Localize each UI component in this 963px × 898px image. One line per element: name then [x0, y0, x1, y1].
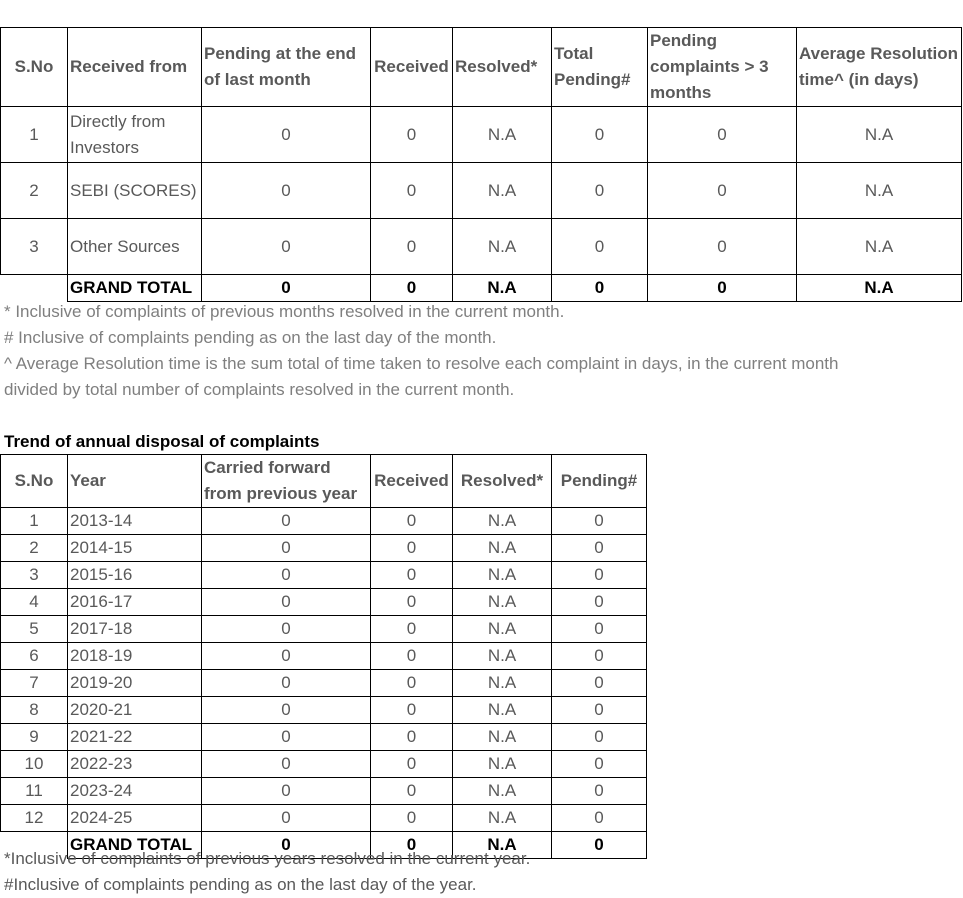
- cell-sno: 7: [1, 670, 68, 697]
- cell-pending-last-month: 0: [202, 163, 371, 219]
- cell-resolved: N.A: [453, 616, 552, 643]
- cell-received: 0: [371, 535, 453, 562]
- cell-pending-last-month: 0: [202, 219, 371, 275]
- cell-received: 0: [371, 562, 453, 589]
- cell-carried-forward: 0: [202, 724, 371, 751]
- cell-pending: 0: [552, 508, 647, 535]
- cell-sno: 2: [1, 163, 68, 219]
- annual-table-title: Trend of annual disposal of complaints: [4, 432, 320, 451]
- cell-sno: 2: [1, 535, 68, 562]
- cell-resolved: N.A: [453, 107, 552, 163]
- cell-sno: 8: [1, 697, 68, 724]
- cell-resolved: N.A: [453, 589, 552, 616]
- total-resolved: N.A: [453, 832, 552, 859]
- cell-sno: 5: [1, 616, 68, 643]
- annual-note-pending: #Inclusive of complaints pending as on the last day of the year.: [4, 875, 477, 894]
- table-row: [1, 219, 962, 275]
- total-carried-forward: 0: [202, 832, 371, 859]
- table-row: [1, 724, 647, 751]
- header-resolved: Resolved*: [453, 28, 552, 107]
- cell-resolved: N.A: [453, 219, 552, 275]
- header-sno: S.No: [1, 455, 68, 508]
- cell-received: 0: [371, 670, 453, 697]
- cell-carried-forward: 0: [202, 535, 371, 562]
- cell-sno: 3: [1, 562, 68, 589]
- header-received-from: Received from: [68, 28, 202, 107]
- cell-carried-forward: 0: [202, 508, 371, 535]
- cell-resolved: N.A: [453, 751, 552, 778]
- cell-year: 2019-20: [68, 670, 202, 697]
- cell-pending: 0: [552, 589, 647, 616]
- cell-received: 0: [371, 778, 453, 805]
- cell-pending-over-3-months: 0: [648, 219, 797, 275]
- cell-sno: 1: [1, 107, 68, 163]
- monthly-complaints-table: [0, 27, 962, 302]
- cell-sno: 10: [1, 751, 68, 778]
- cell-avg-resolution-time: N.A: [797, 107, 962, 163]
- cell-year: 2021-22: [68, 724, 202, 751]
- table-row: [1, 562, 647, 589]
- header-avg-resolution-time: Average Resolution time^ (in days): [797, 28, 962, 107]
- cell-carried-forward: 0: [202, 751, 371, 778]
- grand-total-row: [1, 275, 962, 302]
- table-row: [1, 670, 647, 697]
- header-total-pending: Total Pending#: [552, 28, 648, 107]
- total-received: 0: [371, 832, 453, 859]
- cell-total-pending: 0: [552, 219, 648, 275]
- cell-total-pending: 0: [552, 163, 648, 219]
- cell-year: 2018-19: [68, 643, 202, 670]
- cell-resolved: N.A: [453, 508, 552, 535]
- cell-resolved: N.A: [453, 163, 552, 219]
- table-row: [1, 589, 647, 616]
- cell-year: 2020-21: [68, 697, 202, 724]
- cell-carried-forward: 0: [202, 589, 371, 616]
- cell-sno: 1: [1, 508, 68, 535]
- monthly-note-pending: # Inclusive of complaints pending as on the last day of the month.: [4, 328, 497, 347]
- cell-year: 2015-16: [68, 562, 202, 589]
- cell-received: 0: [371, 107, 453, 163]
- cell-resolved: N.A: [453, 670, 552, 697]
- cell-resolved: N.A: [453, 562, 552, 589]
- cell-resolved: N.A: [453, 724, 552, 751]
- cell-year: 2023-24: [68, 778, 202, 805]
- cell-year: 2013-14: [68, 508, 202, 535]
- cell-year: 2024-25: [68, 805, 202, 832]
- cell-resolved: N.A: [453, 535, 552, 562]
- cell-resolved: N.A: [453, 778, 552, 805]
- grand-total-label: GRAND TOTAL: [68, 832, 202, 859]
- cell-received-from: Directly from Investors: [68, 107, 202, 163]
- cell-year: 2022-23: [68, 751, 202, 778]
- monthly-note-avg-time: ^ Average Resolution time is the sum total of time taken to resolve each complaint in days, in the current month: [4, 354, 839, 373]
- table-row: [1, 163, 962, 219]
- cell-received: 0: [371, 805, 453, 832]
- cell-year: 2016-17: [68, 589, 202, 616]
- cell-carried-forward: 0: [202, 562, 371, 589]
- empty-cell: [1, 275, 68, 302]
- cell-pending-over-3-months: 0: [648, 163, 797, 219]
- cell-sno: 4: [1, 589, 68, 616]
- cell-received: 0: [371, 589, 453, 616]
- cell-received: 0: [371, 697, 453, 724]
- monthly-header-row: [1, 28, 962, 107]
- total-received: 0: [371, 275, 453, 302]
- grand-total-label: GRAND TOTAL: [68, 275, 202, 302]
- cell-received: 0: [371, 724, 453, 751]
- cell-year: 2014-15: [68, 535, 202, 562]
- table-row: [1, 616, 647, 643]
- cell-pending: 0: [552, 616, 647, 643]
- cell-sno: 11: [1, 778, 68, 805]
- cell-resolved: N.A: [453, 697, 552, 724]
- annual-header-row: [1, 455, 647, 508]
- table-row: [1, 508, 647, 535]
- annual-note-resolved: *Inclusive of complaints of previous years resolved in the current year.: [4, 849, 531, 868]
- total-pending: 0: [552, 832, 647, 859]
- cell-sno: 12: [1, 805, 68, 832]
- header-pending-over-3-months: Pending complaints > 3 months: [648, 28, 797, 107]
- table-row: [1, 643, 647, 670]
- header-pending: Pending#: [552, 455, 647, 508]
- cell-sno: 6: [1, 643, 68, 670]
- cell-pending: 0: [552, 778, 647, 805]
- header-received: Received: [371, 28, 453, 107]
- cell-pending-over-3-months: 0: [648, 107, 797, 163]
- cell-pending: 0: [552, 805, 647, 832]
- cell-received: 0: [371, 616, 453, 643]
- cell-pending: 0: [552, 751, 647, 778]
- header-pending-end-last-month: Pending at the end of last month: [202, 28, 371, 107]
- cell-pending: 0: [552, 670, 647, 697]
- cell-received-from: Other Sources: [68, 219, 202, 275]
- cell-pending: 0: [552, 535, 647, 562]
- cell-pending: 0: [552, 643, 647, 670]
- cell-carried-forward: 0: [202, 670, 371, 697]
- cell-pending: 0: [552, 697, 647, 724]
- total-pending-over-3-months: 0: [648, 275, 797, 302]
- total-avg-resolution-time: N.A: [797, 275, 962, 302]
- monthly-note-resolved: * Inclusive of complaints of previous months resolved in the current month.: [4, 302, 565, 321]
- cell-received: 0: [371, 643, 453, 670]
- cell-pending: 0: [552, 562, 647, 589]
- cell-received: 0: [371, 163, 453, 219]
- header-resolved: Resolved*: [453, 455, 552, 508]
- cell-sno: 9: [1, 724, 68, 751]
- cell-pending-last-month: 0: [202, 107, 371, 163]
- annual-trend-table: [0, 454, 647, 859]
- cell-total-pending: 0: [552, 107, 648, 163]
- table-row: [1, 805, 647, 832]
- cell-received-from: SEBI (SCORES): [68, 163, 202, 219]
- header-received: Received: [371, 455, 453, 508]
- cell-carried-forward: 0: [202, 778, 371, 805]
- table-row: [1, 778, 647, 805]
- table-row: [1, 751, 647, 778]
- cell-sno: 3: [1, 219, 68, 275]
- cell-carried-forward: 0: [202, 805, 371, 832]
- cell-carried-forward: 0: [202, 616, 371, 643]
- total-total-pending: 0: [552, 275, 648, 302]
- cell-avg-resolution-time: N.A: [797, 219, 962, 275]
- cell-year: 2017-18: [68, 616, 202, 643]
- total-pending-last-month: 0: [202, 275, 371, 302]
- cell-resolved: N.A: [453, 643, 552, 670]
- header-year: Year: [68, 455, 202, 508]
- header-carried-forward: Carried forward from previous year: [202, 455, 371, 508]
- cell-carried-forward: 0: [202, 697, 371, 724]
- monthly-note-avg-time-cont: divided by total number of complaints resolved in the current month.: [4, 380, 515, 399]
- cell-received: 0: [371, 219, 453, 275]
- cell-avg-resolution-time: N.A: [797, 163, 962, 219]
- header-sno: S.No: [1, 28, 68, 107]
- table-row: [1, 697, 647, 724]
- cell-received: 0: [371, 751, 453, 778]
- table-row: [1, 535, 647, 562]
- table-row: [1, 107, 962, 163]
- cell-pending: 0: [552, 724, 647, 751]
- cell-resolved: N.A: [453, 805, 552, 832]
- total-resolved: N.A: [453, 275, 552, 302]
- cell-received: 0: [371, 508, 453, 535]
- cell-carried-forward: 0: [202, 643, 371, 670]
